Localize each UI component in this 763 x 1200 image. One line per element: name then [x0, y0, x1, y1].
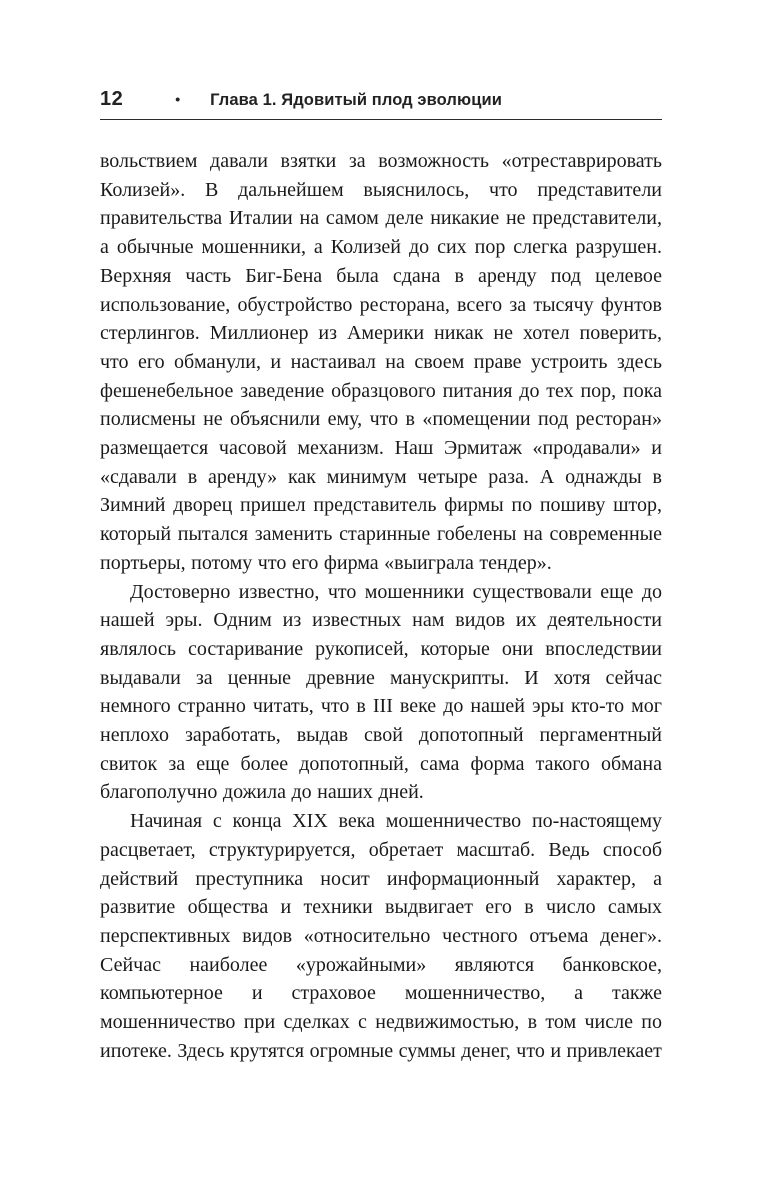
paragraph: вольствием давали взятки за возможность «отреставрировать Колизей». В дальнейшем выяснилось, что представители правительства Италии на самом деле никакие не представители, а обычные мошенники, а Колизей до сих пор слегка разрушен. Верхняя часть Биг-Бена была сдана в аренду под целевое использование, обустройство ресторана, всего за тысячу фунтов стерлингов. Миллионер из Америки никак не хотел поверить, что его обманули, и настаивал на своем праве устроить здесь фешенебельное заведение образцового питания до тех пор, пока полисмены не объяснили ему, что в «помещении под ресторан» размещается часовой механизм. Наш Эрмитаж «продавали» и «сдавали в аренду» как минимум четыре раза. А однажды в Зимний дворец пришел представитель фирмы по пошиву штор, который пытался заменить старинные гобелены на современные портьеры, потому что его фирма «выиграла тендер».	[100, 150, 662, 574]
running-header	[100, 88, 662, 111]
header-divider	[100, 119, 662, 120]
bullet-icon: •	[175, 91, 181, 107]
page-number: 12	[100, 88, 124, 110]
chapter-title: Глава 1. Ядовитый плод эволюции	[210, 91, 502, 109]
body-text	[100, 147, 662, 1066]
paragraph: Достоверно известно, что мошенники существовали еще до нашей эры. Одним из известных нам видов их деятельности являлось состаривание рукописей, которые они впоследствии выдавали за ценные древние манускрипты. И хотя сейчас немного странно читать, что в III веке до нашей эры кто-то мог неплохо заработать, выдав свой допотопный пергаментный свиток за еще более допотопный, сама форма такого обмана благополучно дожила до наших дней.	[100, 580, 662, 804]
paragraph: Начиная с конца XIX века мошенничество по-настоящему расцветает, структурируется, обретает масштаб. Ведь способ действий преступника носит информационный характер, а развитие общества и техники выдвигает его в число самых перспективных видов «относительно честного отъема денег». Сейчас наиболее «урожайными» являются банковское, компьютерное и страховое мошенничество, а также мошенничество при сделках с недвижимостью, в том числе по ипотеке. Здесь крутятся огромные суммы денег, что и привлекает	[100, 810, 662, 1062]
